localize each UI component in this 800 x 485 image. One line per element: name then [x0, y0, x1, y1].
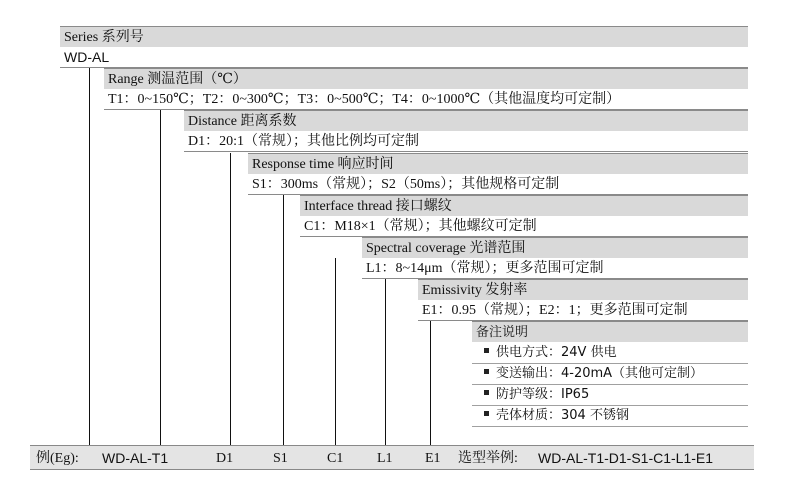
bullet-icon — [484, 369, 489, 374]
connector-response — [283, 195, 284, 445]
example-label: 例(Eg): — [36, 451, 79, 466]
connector-range — [160, 110, 161, 445]
connector-series — [89, 68, 90, 445]
example-full-code: WD-AL-T1-D1-S1-C1-L1-E1 — [538, 450, 714, 466]
connector-emissivity — [430, 321, 431, 445]
emissivity-value: E1：0.95（常规）；E2：1；更多范围可定制 — [418, 300, 748, 321]
distance-value: D1：20:1（常规）；其他比例均可定制 — [184, 131, 748, 152]
distance-header: Distance 距离系数 — [184, 110, 748, 131]
emissivity-header: Emissivity 发射率 — [418, 279, 748, 300]
series-header: Series 系列号 — [60, 26, 748, 47]
bullet-icon — [484, 390, 489, 395]
notes-header: 备注说明 — [472, 321, 748, 342]
response-header: Response time 响应时间 — [248, 153, 748, 174]
note-item-material: 壳体材质：304 不锈钢 — [472, 405, 748, 427]
thread-header: Interface thread 接口螺纹 — [300, 195, 748, 216]
notes-list — [472, 342, 748, 426]
note-item-protection: 防护等级：IP65 — [472, 384, 748, 406]
connector-distance — [230, 153, 231, 445]
example-code-emissivity: E1 — [425, 451, 441, 466]
thread-value: C1：M18×1（常规）；其他螺纹可定制 — [300, 216, 748, 237]
example-code-thread: C1 — [327, 451, 344, 466]
example-code-response: S1 — [273, 451, 288, 466]
example-base-code: WD-AL-T1 — [102, 450, 169, 466]
bullet-icon — [484, 348, 489, 353]
response-value: S1：300ms（常规）；S2（50ms）；其他规格可定制 — [248, 174, 748, 195]
connector-spectral — [385, 279, 386, 445]
range-header: Range 测温范围（℃） — [104, 68, 748, 89]
bullet-icon — [484, 411, 489, 416]
series-value: WD-AL — [60, 47, 748, 68]
example-bar — [30, 445, 754, 470]
note-item-output: 变送输出：4-20mA（其他可定制） — [472, 363, 748, 385]
note-item-power: 供电方式：24V 供电 — [472, 342, 748, 364]
spectral-header: Spectral coverage 光谱范围 — [362, 237, 748, 258]
example-selection-label: 选型举例: — [458, 451, 518, 466]
range-value: T1：0~150℃；T2：0~300℃；T3：0~500℃；T4：0~1000℃（其他温度均可定制） — [104, 89, 748, 110]
example-code-distance: D1 — [216, 451, 234, 466]
example-code-spectral: L1 — [377, 451, 393, 466]
spectral-value: L1：8~14μm（常规）；更多范围可定制 — [362, 258, 748, 279]
connector-thread — [335, 258, 336, 445]
